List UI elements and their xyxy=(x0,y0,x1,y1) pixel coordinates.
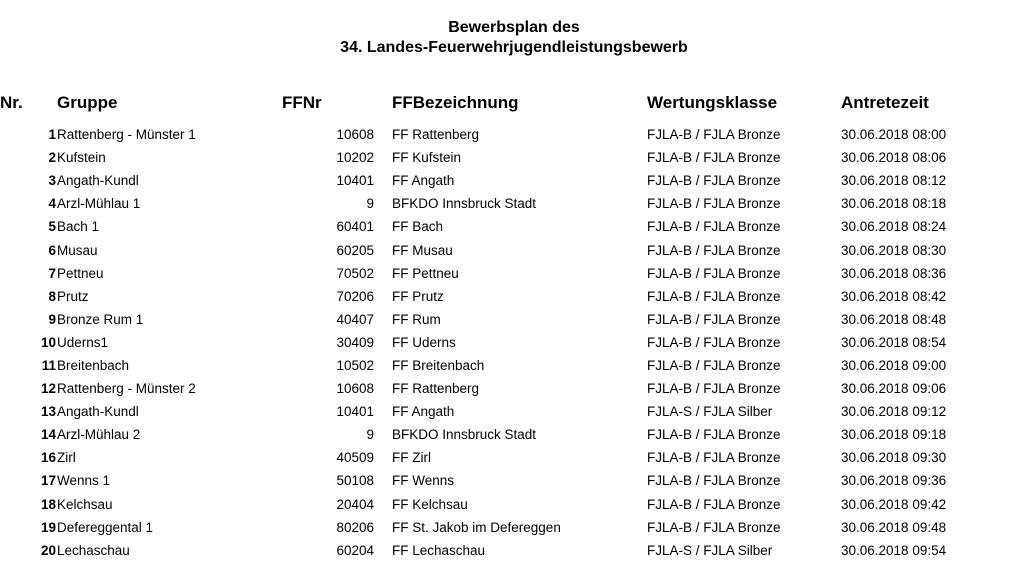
cell-nr xyxy=(0,331,57,354)
cell-nr-value: 5 xyxy=(48,219,56,235)
cell-gruppe: Pettneu xyxy=(57,265,104,281)
cell-antretezeit: 30.06.2018 08:36 xyxy=(841,265,947,281)
cell-antretezeit: 30.06.2018 08:42 xyxy=(841,288,947,304)
cell-gruppe: Kufstein xyxy=(57,150,106,166)
cell-ffbezeichnung: BFKDO Innsbruck Stadt xyxy=(392,427,537,443)
cell-antretezeit: 30.06.2018 09:18 xyxy=(841,427,947,443)
table-row xyxy=(0,423,1024,446)
cell-gruppe: Angath-Kundl xyxy=(57,173,139,189)
cell-nr xyxy=(0,146,57,169)
cell-wertungsklasse: FJLA-B / FJLA Bronze xyxy=(647,127,781,143)
cell-gruppe: Lechaschau xyxy=(57,542,130,558)
cell-wertungsklasse: FJLA-S / FJLA Silber xyxy=(647,542,773,558)
table-body xyxy=(0,123,1024,562)
cell-gruppe: Arzl-Mühlau 1 xyxy=(57,196,141,212)
cell-gruppe: Angath-Kundl xyxy=(57,404,139,420)
cell-antretezeit: 30.06.2018 08:48 xyxy=(841,311,947,327)
cell-nr xyxy=(0,169,57,192)
cell-ffnr-value: 9 xyxy=(366,427,374,443)
cell-antretezeit: 30.06.2018 09:36 xyxy=(841,473,947,489)
column-header-nr: Nr. xyxy=(0,93,23,112)
cell-ffnr-value: 10502 xyxy=(336,357,374,373)
cell-wertungsklasse: FJLA-B / FJLA Bronze xyxy=(647,357,781,373)
cell-ffnr-value: 10401 xyxy=(336,173,374,189)
cell-nr xyxy=(0,215,57,238)
cell-nr-value: 7 xyxy=(48,265,56,281)
cell-ffnr xyxy=(282,516,392,539)
cell-ffnr-value: 70206 xyxy=(336,288,374,304)
cell-ffnr-value: 30409 xyxy=(336,334,374,350)
cell-antretezeit: 30.06.2018 08:00 xyxy=(841,127,947,143)
cell-ffnr-value: 50108 xyxy=(336,473,374,489)
cell-nr-value: 3 xyxy=(48,173,56,189)
cell-wertungsklasse: FJLA-B / FJLA Bronze xyxy=(647,427,781,443)
cell-nr-value: 18 xyxy=(40,496,56,512)
cell-wertungsklasse: FJLA-B / FJLA Bronze xyxy=(647,381,781,397)
cell-nr xyxy=(0,238,57,261)
cell-ffbezeichnung: FF Uderns xyxy=(392,334,456,350)
cell-nr-value: 19 xyxy=(40,519,56,535)
cell-wertungsklasse: FJLA-S / FJLA Silber xyxy=(647,404,773,420)
cell-nr xyxy=(0,539,57,562)
column-header-antretezeit: Antretezeit xyxy=(841,93,929,112)
table-row xyxy=(0,308,1024,331)
cell-ffbezeichnung: FF Rum xyxy=(392,311,441,327)
cell-nr xyxy=(0,192,57,215)
cell-antretezeit: 30.06.2018 09:00 xyxy=(841,357,947,373)
cell-ffbezeichnung: FF Pettneu xyxy=(392,265,459,281)
cell-nr xyxy=(0,516,57,539)
cell-ffbezeichnung: BFKDO Innsbruck Stadt xyxy=(392,196,537,212)
column-header-ffnr: FFNr xyxy=(282,93,322,112)
cell-ffnr-value: 20404 xyxy=(336,496,374,512)
cell-ffnr xyxy=(282,215,392,238)
cell-ffnr-value: 10608 xyxy=(336,381,374,397)
cell-ffnr xyxy=(282,377,392,400)
cell-wertungsklasse: FJLA-B / FJLA Bronze xyxy=(647,311,781,327)
cell-nr xyxy=(0,123,57,146)
table-row xyxy=(0,539,1024,562)
document-title xyxy=(0,18,1024,58)
title-line-2: 34. Landes-Feuerwehrjugendleistungsbewerb xyxy=(340,39,688,56)
cell-nr-value: 13 xyxy=(40,404,56,420)
cell-antretezeit: 30.06.2018 08:12 xyxy=(841,173,947,189)
cell-antretezeit: 30.06.2018 09:12 xyxy=(841,404,947,420)
cell-ffbezeichnung: FF Zirl xyxy=(392,450,431,466)
column-header-ffbezeichnung: FFBezeichnung xyxy=(392,93,519,112)
cell-ffnr xyxy=(282,446,392,469)
cell-wertungsklasse: FJLA-B / FJLA Bronze xyxy=(647,519,781,535)
cell-wertungsklasse: FJLA-B / FJLA Bronze xyxy=(647,334,781,350)
cell-antretezeit: 30.06.2018 09:30 xyxy=(841,450,947,466)
cell-ffbezeichnung: FF Wenns xyxy=(392,473,455,489)
cell-wertungsklasse: FJLA-B / FJLA Bronze xyxy=(647,288,781,304)
cell-ffnr xyxy=(282,539,392,562)
cell-nr-value: 17 xyxy=(40,473,56,489)
cell-ffnr xyxy=(282,262,392,285)
cell-ffnr-value: 40407 xyxy=(336,311,374,327)
cell-antretezeit: 30.06.2018 08:24 xyxy=(841,219,947,235)
cell-ffbezeichnung: FF Angath xyxy=(392,404,455,420)
cell-nr-value: 14 xyxy=(40,427,56,443)
cell-wertungsklasse: FJLA-B / FJLA Bronze xyxy=(647,450,781,466)
cell-nr xyxy=(0,469,57,492)
table-row xyxy=(0,169,1024,192)
cell-ffnr-value: 80206 xyxy=(336,519,374,535)
cell-nr xyxy=(0,354,57,377)
cell-ffnr xyxy=(282,123,392,146)
cell-wertungsklasse: FJLA-B / FJLA Bronze xyxy=(647,242,781,258)
cell-gruppe: Breitenbach xyxy=(57,357,130,373)
cell-antretezeit: 30.06.2018 08:54 xyxy=(841,334,947,350)
table-row xyxy=(0,192,1024,215)
cell-nr-value: 2 xyxy=(48,150,56,166)
cell-nr-value: 12 xyxy=(40,381,56,397)
cell-nr xyxy=(0,377,57,400)
cell-ffbezeichnung: FF Musau xyxy=(392,242,453,258)
cell-ffbezeichnung: FF Bach xyxy=(392,219,444,235)
cell-gruppe: Musau xyxy=(57,242,98,258)
cell-nr-value: 8 xyxy=(48,288,56,304)
table-row xyxy=(0,262,1024,285)
table-row xyxy=(0,400,1024,423)
table-row xyxy=(0,285,1024,308)
table-row xyxy=(0,446,1024,469)
cell-wertungsklasse: FJLA-B / FJLA Bronze xyxy=(647,496,781,512)
cell-wertungsklasse: FJLA-B / FJLA Bronze xyxy=(647,219,781,235)
cell-antretezeit: 30.06.2018 09:06 xyxy=(841,381,947,397)
cell-nr-value: 16 xyxy=(40,450,56,466)
cell-ffnr xyxy=(282,400,392,423)
cell-nr xyxy=(0,493,57,516)
cell-gruppe: Kelchsau xyxy=(57,496,113,512)
cell-ffnr xyxy=(282,308,392,331)
table-row xyxy=(0,238,1024,261)
cell-ffbezeichnung: FF Rattenberg xyxy=(392,127,480,143)
cell-ffbezeichnung: FF Lechaschau xyxy=(392,542,486,558)
cell-wertungsklasse: FJLA-B / FJLA Bronze xyxy=(647,265,781,281)
cell-nr xyxy=(0,423,57,446)
cell-nr-value: 10 xyxy=(40,334,56,350)
cell-ffbezeichnung: FF Breitenbach xyxy=(392,357,485,373)
cell-ffbezeichnung: FF Kelchsau xyxy=(392,496,468,512)
cell-gruppe: Wenns 1 xyxy=(57,473,111,489)
cell-ffnr xyxy=(282,192,392,215)
cell-ffnr xyxy=(282,285,392,308)
cell-antretezeit: 30.06.2018 09:54 xyxy=(841,542,947,558)
table-row xyxy=(0,146,1024,169)
cell-nr xyxy=(0,285,57,308)
cell-gruppe: Arzl-Mühlau 2 xyxy=(57,427,141,443)
cell-ffnr xyxy=(282,238,392,261)
cell-wertungsklasse: FJLA-B / FJLA Bronze xyxy=(647,473,781,489)
cell-nr-value: 1 xyxy=(48,127,56,143)
cell-ffnr xyxy=(282,169,392,192)
cell-ffnr xyxy=(282,469,392,492)
table-header-row xyxy=(0,90,1024,116)
cell-gruppe: Prutz xyxy=(57,288,89,304)
cell-antretezeit: 30.06.2018 09:42 xyxy=(841,496,947,512)
table-row xyxy=(0,331,1024,354)
title-line-1: Bewerbsplan des xyxy=(448,19,580,36)
competition-schedule-table xyxy=(0,90,1024,562)
cell-wertungsklasse: FJLA-B / FJLA Bronze xyxy=(647,150,781,166)
cell-ffbezeichnung: FF St. Jakob im Defereggen xyxy=(392,519,561,535)
table-row xyxy=(0,493,1024,516)
cell-nr-value: 20 xyxy=(40,542,56,558)
cell-nr xyxy=(0,400,57,423)
cell-ffnr xyxy=(282,354,392,377)
cell-gruppe: Rattenberg - Münster 1 xyxy=(57,127,196,143)
column-header-wertungsklasse: Wertungsklasse xyxy=(647,93,778,112)
cell-gruppe: Defereggental 1 xyxy=(57,519,154,535)
cell-ffnr xyxy=(282,331,392,354)
cell-gruppe: Rattenberg - Münster 2 xyxy=(57,381,196,397)
cell-nr xyxy=(0,262,57,285)
cell-ffnr-value: 60204 xyxy=(336,542,374,558)
cell-nr-value: 9 xyxy=(48,311,56,327)
table-row xyxy=(0,123,1024,146)
cell-antretezeit: 30.06.2018 09:48 xyxy=(841,519,947,535)
table-row xyxy=(0,516,1024,539)
cell-ffnr-value: 60205 xyxy=(336,242,374,258)
cell-nr-value: 11 xyxy=(41,357,56,373)
cell-ffnr-value: 10202 xyxy=(336,150,374,166)
cell-wertungsklasse: FJLA-B / FJLA Bronze xyxy=(647,196,781,212)
cell-ffnr xyxy=(282,493,392,516)
cell-gruppe: Bronze Rum 1 xyxy=(57,311,144,327)
cell-ffbezeichnung: FF Angath xyxy=(392,173,455,189)
cell-ffnr xyxy=(282,146,392,169)
cell-ffnr-value: 60401 xyxy=(336,219,374,235)
cell-ffnr-value: 10401 xyxy=(336,404,374,420)
cell-antretezeit: 30.06.2018 08:06 xyxy=(841,150,947,166)
cell-nr-value: 4 xyxy=(48,196,56,212)
table-row xyxy=(0,469,1024,492)
cell-gruppe: Bach 1 xyxy=(57,219,100,235)
column-header-gruppe: Gruppe xyxy=(57,93,118,112)
cell-antretezeit: 30.06.2018 08:30 xyxy=(841,242,947,258)
cell-ffbezeichnung: FF Kufstein xyxy=(392,150,462,166)
cell-nr-value: 6 xyxy=(48,242,56,258)
cell-ffbezeichnung: FF Prutz xyxy=(392,288,444,304)
cell-antretezeit: 30.06.2018 08:18 xyxy=(841,196,947,212)
cell-nr xyxy=(0,308,57,331)
cell-ffnr-value: 9 xyxy=(366,196,374,212)
cell-ffnr-value: 40509 xyxy=(336,450,374,466)
cell-ffnr-value: 70502 xyxy=(336,265,374,281)
cell-gruppe: Uderns1 xyxy=(57,334,109,350)
cell-ffnr-value: 10608 xyxy=(336,127,374,143)
cell-ffbezeichnung: FF Rattenberg xyxy=(392,381,480,397)
table-row xyxy=(0,215,1024,238)
table-row xyxy=(0,377,1024,400)
cell-nr xyxy=(0,446,57,469)
cell-gruppe: Zirl xyxy=(57,450,76,466)
table-row xyxy=(0,354,1024,377)
cell-wertungsklasse: FJLA-B / FJLA Bronze xyxy=(647,173,781,189)
cell-ffnr xyxy=(282,423,392,446)
